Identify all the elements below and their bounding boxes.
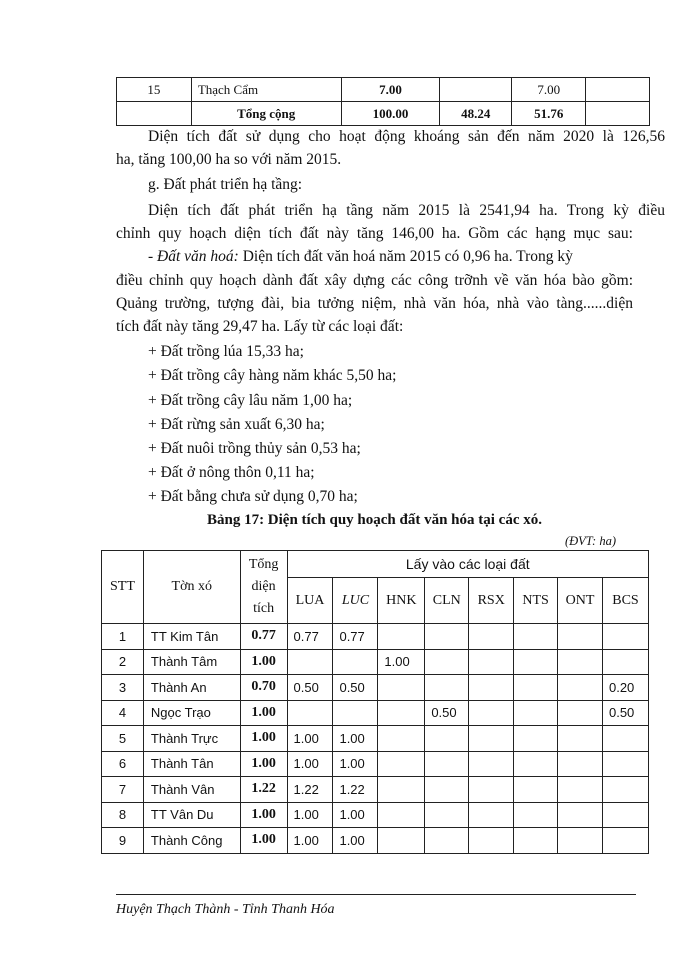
land-type-value-cell	[514, 726, 558, 752]
total-area-cell: 1.22	[240, 777, 287, 803]
commune-name-cell: Thành Tân	[143, 751, 240, 777]
total-area-cell: 1.00	[240, 751, 287, 777]
land-type-value-cell	[378, 828, 425, 854]
header-total	[240, 551, 287, 624]
stt-cell: 15	[117, 78, 192, 102]
name-cell: Thạch Cẩm	[191, 78, 341, 102]
section-heading: g. Đất phát triển hạ tầng:	[148, 176, 303, 193]
commune-name-cell: TT Kim Tân	[143, 624, 240, 650]
table-body	[102, 624, 649, 854]
value-cell	[440, 78, 512, 102]
land-type-value-cell	[469, 777, 514, 803]
commune-name-cell: Thành Tâm	[143, 649, 240, 675]
land-type-value-cell: 0.50	[287, 675, 333, 701]
header-row	[102, 551, 649, 578]
footer-divider	[116, 894, 636, 895]
land-type-value-cell	[602, 828, 648, 854]
land-type-value-cell: 0.50	[602, 700, 648, 726]
land-type-value-cell: 1.00	[287, 751, 333, 777]
land-type-value-cell	[514, 649, 558, 675]
land-type-value-cell	[602, 726, 648, 752]
table-row	[102, 675, 649, 701]
header-group: Lấy vào các loại đất	[287, 551, 648, 578]
land-type-value-cell	[378, 751, 425, 777]
land-type-value-cell	[514, 777, 558, 803]
bullet-item: + Đất trồng lúa 15,33 ha;	[148, 343, 304, 360]
total-area-cell: 0.70	[240, 675, 287, 701]
land-type-value-cell: 1.00	[378, 649, 425, 675]
land-type-value-cell	[602, 649, 648, 675]
stt-cell: 3	[102, 675, 144, 701]
paragraph-line	[116, 246, 665, 269]
table-row	[102, 700, 649, 726]
header-col: HNK	[378, 578, 425, 624]
land-type-value-cell: 1.00	[333, 802, 378, 828]
land-type-value-cell	[514, 751, 558, 777]
land-type-value-cell	[469, 751, 514, 777]
land-type-value-cell	[514, 828, 558, 854]
stt-cell	[117, 102, 192, 126]
stt-cell: 4	[102, 700, 144, 726]
header-col: CLN	[425, 578, 469, 624]
bullet-item: + Đất trồng cây hàng năm khác 5,50 ha;	[148, 367, 397, 384]
land-type-value-cell	[378, 624, 425, 650]
item-text: Diện tích đất văn hoá năm 2015 có 0,96 ha. Trong kỳ	[238, 248, 573, 265]
land-type-value-cell	[425, 675, 469, 701]
land-type-value-cell	[469, 675, 514, 701]
land-type-value-cell: 1.00	[287, 828, 333, 854]
land-type-value-cell	[425, 649, 469, 675]
header-total-line: tích	[253, 601, 275, 616]
land-type-value-cell	[378, 726, 425, 752]
paragraph-line: chỉnh quy hoạch diện tích đất này tăng 146,00 ha. Gồm các hạng mục sau:	[116, 225, 633, 242]
land-type-value-cell	[425, 624, 469, 650]
land-type-value-cell: 1.00	[333, 751, 378, 777]
table-row	[102, 726, 649, 752]
paragraph-line: Quảng trường, tượng đài, bia tưởng niệm, nhà văn hóa, nhà vào tàng......diện	[116, 295, 633, 312]
stt-cell: 9	[102, 828, 144, 854]
land-type-value-cell	[469, 700, 514, 726]
land-type-value-cell: 0.77	[333, 624, 378, 650]
table-row	[102, 777, 649, 803]
total-area-cell: 1.00	[240, 649, 287, 675]
land-type-value-cell	[425, 751, 469, 777]
land-type-value-cell	[558, 751, 603, 777]
paragraph-line: Diện tích đất sử dụng cho hoạt động khoáng sản đến năm 2020 là 126,56	[148, 128, 665, 145]
land-type-value-cell: 1.00	[333, 726, 378, 752]
land-type-value-cell	[425, 726, 469, 752]
header-col: ONT	[558, 578, 603, 624]
land-type-value-cell	[287, 649, 333, 675]
total-cell: 100.00	[341, 102, 440, 126]
land-type-value-cell	[602, 777, 648, 803]
land-type-value-cell: 0.77	[287, 624, 333, 650]
land-type-value-cell: 0.20	[602, 675, 648, 701]
stt-cell: 6	[102, 751, 144, 777]
commune-name-cell: Thành Trực	[143, 726, 240, 752]
table-caption: Bảng 17: Diện tích quy hoạch đất văn hóa tại các xó.	[206, 512, 543, 528]
total-area-cell: 0.77	[240, 624, 287, 650]
land-type-value-cell	[425, 802, 469, 828]
value-cell: 7.00	[512, 78, 586, 102]
page-footer: Huyện Thạch Thành - Tỉnh Thanh Hóa	[116, 902, 335, 917]
stt-cell: 5	[102, 726, 144, 752]
total-label-cell: Tổng cộng	[191, 102, 341, 126]
land-type-value-cell: 0.50	[333, 675, 378, 701]
bullet-item: + Đất bằng chưa sử dụng 0,70 ha;	[148, 488, 358, 505]
land-type-value-cell	[602, 802, 648, 828]
land-type-value-cell	[469, 624, 514, 650]
table-row	[102, 649, 649, 675]
table-row-total	[117, 102, 650, 126]
table-row	[102, 802, 649, 828]
land-type-value-cell	[558, 649, 603, 675]
header-col: NTS	[514, 578, 558, 624]
land-type-value-cell	[602, 624, 648, 650]
value-cell	[586, 102, 650, 126]
land-type-value-cell	[425, 777, 469, 803]
table-row	[102, 828, 649, 854]
land-type-value-cell	[558, 624, 603, 650]
land-type-value-cell	[602, 751, 648, 777]
value-cell	[586, 78, 650, 102]
stt-cell: 1	[102, 624, 144, 650]
land-type-value-cell	[425, 828, 469, 854]
total-area-cell: 1.00	[240, 726, 287, 752]
land-type-value-cell	[514, 802, 558, 828]
header-col: LUC	[333, 578, 378, 624]
header-total-line: diện	[251, 579, 276, 594]
bullet-item: + Đất trồng cây lâu năm 1,00 ha;	[148, 392, 353, 409]
commune-name-cell: Thành Công	[143, 828, 240, 854]
land-type-value-cell	[469, 649, 514, 675]
land-type-value-cell	[378, 675, 425, 701]
land-type-value-cell	[514, 675, 558, 701]
paragraph-line: tích đất này tăng 29,47 ha. Lấy từ các loại đất:	[116, 318, 404, 335]
bullet-item: + Đất nuôi trồng thủy sản 0,53 ha;	[148, 440, 361, 457]
header-col: LUA	[287, 578, 333, 624]
paragraph-line: Diện tích đất phát triển hạ tầng năm 2015 là 2541,94 ha. Trong kỳ điều	[148, 202, 665, 219]
commune-name-cell: Thành Vân	[143, 777, 240, 803]
land-type-value-cell	[378, 700, 425, 726]
stt-cell: 8	[102, 802, 144, 828]
table-row	[102, 624, 649, 650]
land-type-value-cell	[558, 777, 603, 803]
land-type-value-cell	[333, 649, 378, 675]
stt-cell: 7	[102, 777, 144, 803]
land-type-value-cell	[558, 726, 603, 752]
value-cell: 48.24	[440, 102, 512, 126]
paragraph-line: ha, tăng 100,00 ha so với năm 2015.	[116, 151, 342, 168]
bullet-item: + Đất ở nông thôn 0,11 ha;	[148, 464, 315, 481]
land-type-value-cell	[378, 777, 425, 803]
land-type-value-cell	[378, 802, 425, 828]
land-type-value-cell	[287, 700, 333, 726]
commune-name-cell: TT Vân Du	[143, 802, 240, 828]
header-stt: STT	[102, 551, 144, 624]
header-col: BCS	[602, 578, 648, 624]
land-type-value-cell	[514, 624, 558, 650]
land-type-value-cell	[333, 700, 378, 726]
header-total-line: Tổng	[248, 557, 279, 572]
table-row	[102, 751, 649, 777]
land-type-value-cell: 1.00	[287, 726, 333, 752]
header-col: RSX	[469, 578, 514, 624]
commune-name-cell: Thành An	[143, 675, 240, 701]
land-type-value-cell: 1.00	[287, 802, 333, 828]
land-type-value-cell	[558, 675, 603, 701]
culture-land-table	[101, 550, 649, 854]
total-area-cell: 1.00	[240, 700, 287, 726]
commune-name-cell: Ngọc Trạo	[143, 700, 240, 726]
land-type-value-cell: 1.00	[333, 828, 378, 854]
value-cell: 51.76	[512, 102, 586, 126]
land-type-value-cell	[469, 802, 514, 828]
land-type-value-cell: 1.22	[333, 777, 378, 803]
land-type-value-cell	[514, 700, 558, 726]
bullet-item: + Đất rừng sản xuất 6,30 ha;	[148, 416, 325, 433]
unit-label: (ĐVT: ha)	[564, 534, 616, 548]
land-type-value-cell	[558, 828, 603, 854]
land-type-value-cell: 1.22	[287, 777, 333, 803]
summary-table-continuation	[116, 77, 650, 126]
total-cell: 7.00	[341, 78, 440, 102]
table-row	[117, 78, 650, 102]
paragraph-line: điều chỉnh quy hoạch dành đất xây dựng các công trỡnh về văn hóa bào gồm:	[116, 272, 633, 289]
land-type-value-cell	[469, 828, 514, 854]
land-type-value-cell	[558, 700, 603, 726]
header-name: Tờn xó	[143, 551, 240, 624]
total-area-cell: 1.00	[240, 802, 287, 828]
total-area-cell: 1.00	[240, 828, 287, 854]
land-type-value-cell	[469, 726, 514, 752]
land-type-value-cell	[558, 802, 603, 828]
item-lead: - Đất văn hoá:	[148, 248, 239, 265]
stt-cell: 2	[102, 649, 144, 675]
land-type-value-cell: 0.50	[425, 700, 469, 726]
